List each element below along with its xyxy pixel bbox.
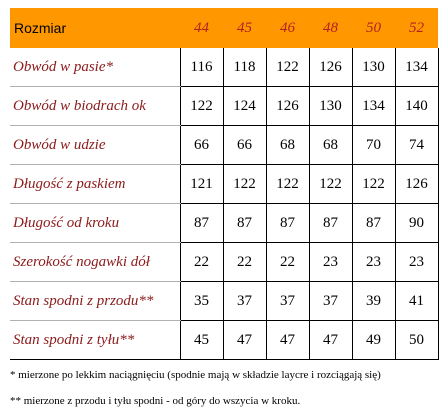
measurement-value: 126 (395, 165, 438, 204)
measurement-value: 118 (223, 48, 266, 87)
measurement-value: 45 (180, 321, 223, 360)
footnotes (10, 368, 438, 408)
measurement-value: 47 (266, 321, 309, 360)
size-column-header: 45 (223, 8, 266, 48)
size-column-header: 46 (266, 8, 309, 48)
measurement-value: 66 (223, 126, 266, 165)
footnote-waist: * mierzone po lekkim naciągnięciu (spodnie mają w składzie laycre i rozciągają się) (10, 369, 381, 381)
table-row (10, 126, 438, 165)
size-column-header: 48 (309, 8, 352, 48)
table-row (10, 87, 438, 126)
measurement-value: 122 (223, 165, 266, 204)
measurement-value: 35 (180, 282, 223, 321)
measurement-value: 41 (395, 282, 438, 321)
measurement-label: Długość od kroku (10, 204, 180, 243)
table-header-row (10, 8, 438, 48)
measurement-value: 68 (266, 126, 309, 165)
measurement-label: Szerokość nogawki dół (10, 243, 180, 282)
measurement-value: 47 (309, 321, 352, 360)
measurement-value: 126 (309, 48, 352, 87)
measurement-value: 49 (352, 321, 395, 360)
measurement-value: 23 (352, 243, 395, 282)
measurement-value: 47 (223, 321, 266, 360)
measurement-value: 124 (223, 87, 266, 126)
measurement-value: 134 (352, 87, 395, 126)
measurement-label: Obwód w udzie (10, 126, 180, 165)
measurement-value: 74 (395, 126, 438, 165)
measurement-label: Stan spodni z przodu** (10, 282, 180, 321)
measurement-value: 37 (309, 282, 352, 321)
size-table (10, 8, 439, 360)
measurement-value: 122 (266, 48, 309, 87)
measurement-value: 87 (266, 204, 309, 243)
measurement-label: Obwód w biodrach ok (10, 87, 180, 126)
measurement-value: 50 (395, 321, 438, 360)
measurement-value: 134 (395, 48, 438, 87)
measurement-value: 37 (266, 282, 309, 321)
measurement-value: 87 (180, 204, 223, 243)
table-row (10, 165, 438, 204)
measurement-value: 126 (266, 87, 309, 126)
footnote-rise: ** mierzone z przodu i tyłu spodni - od góry do wszycia w kroku. (10, 395, 301, 407)
measurement-value: 122 (266, 165, 309, 204)
measurement-value: 122 (309, 165, 352, 204)
size-column-header: 50 (352, 8, 395, 48)
measurement-value: 87 (309, 204, 352, 243)
table-row (10, 48, 438, 87)
measurement-value: 116 (180, 48, 223, 87)
measurement-value: 22 (180, 243, 223, 282)
measurement-value: 122 (352, 165, 395, 204)
measurement-value: 23 (309, 243, 352, 282)
measurement-value: 87 (223, 204, 266, 243)
measurement-value: 37 (223, 282, 266, 321)
size-chart (10, 8, 438, 420)
table-row (10, 282, 438, 321)
measurement-value: 140 (395, 87, 438, 126)
table-row (10, 243, 438, 282)
measurement-value: 70 (352, 126, 395, 165)
measurement-value: 130 (352, 48, 395, 87)
measurement-value: 22 (223, 243, 266, 282)
measurement-value: 22 (266, 243, 309, 282)
measurement-value: 23 (395, 243, 438, 282)
table-row (10, 321, 438, 360)
size-column-header: 44 (180, 8, 223, 48)
measurement-value: 66 (180, 126, 223, 165)
measurement-value: 39 (352, 282, 395, 321)
measurement-label: Długość z paskiem (10, 165, 180, 204)
size-header-label: Rozmiar (10, 8, 180, 48)
measurement-value: 87 (352, 204, 395, 243)
measurement-value: 68 (309, 126, 352, 165)
measurement-label: Obwód w pasie* (10, 48, 180, 87)
measurement-value: 90 (395, 204, 438, 243)
measurement-label: Stan spodni z tyłu** (10, 321, 180, 360)
table-row (10, 204, 438, 243)
measurement-value: 122 (180, 87, 223, 126)
measurement-value: 121 (180, 165, 223, 204)
size-column-header: 52 (395, 8, 438, 48)
measurement-value: 130 (309, 87, 352, 126)
